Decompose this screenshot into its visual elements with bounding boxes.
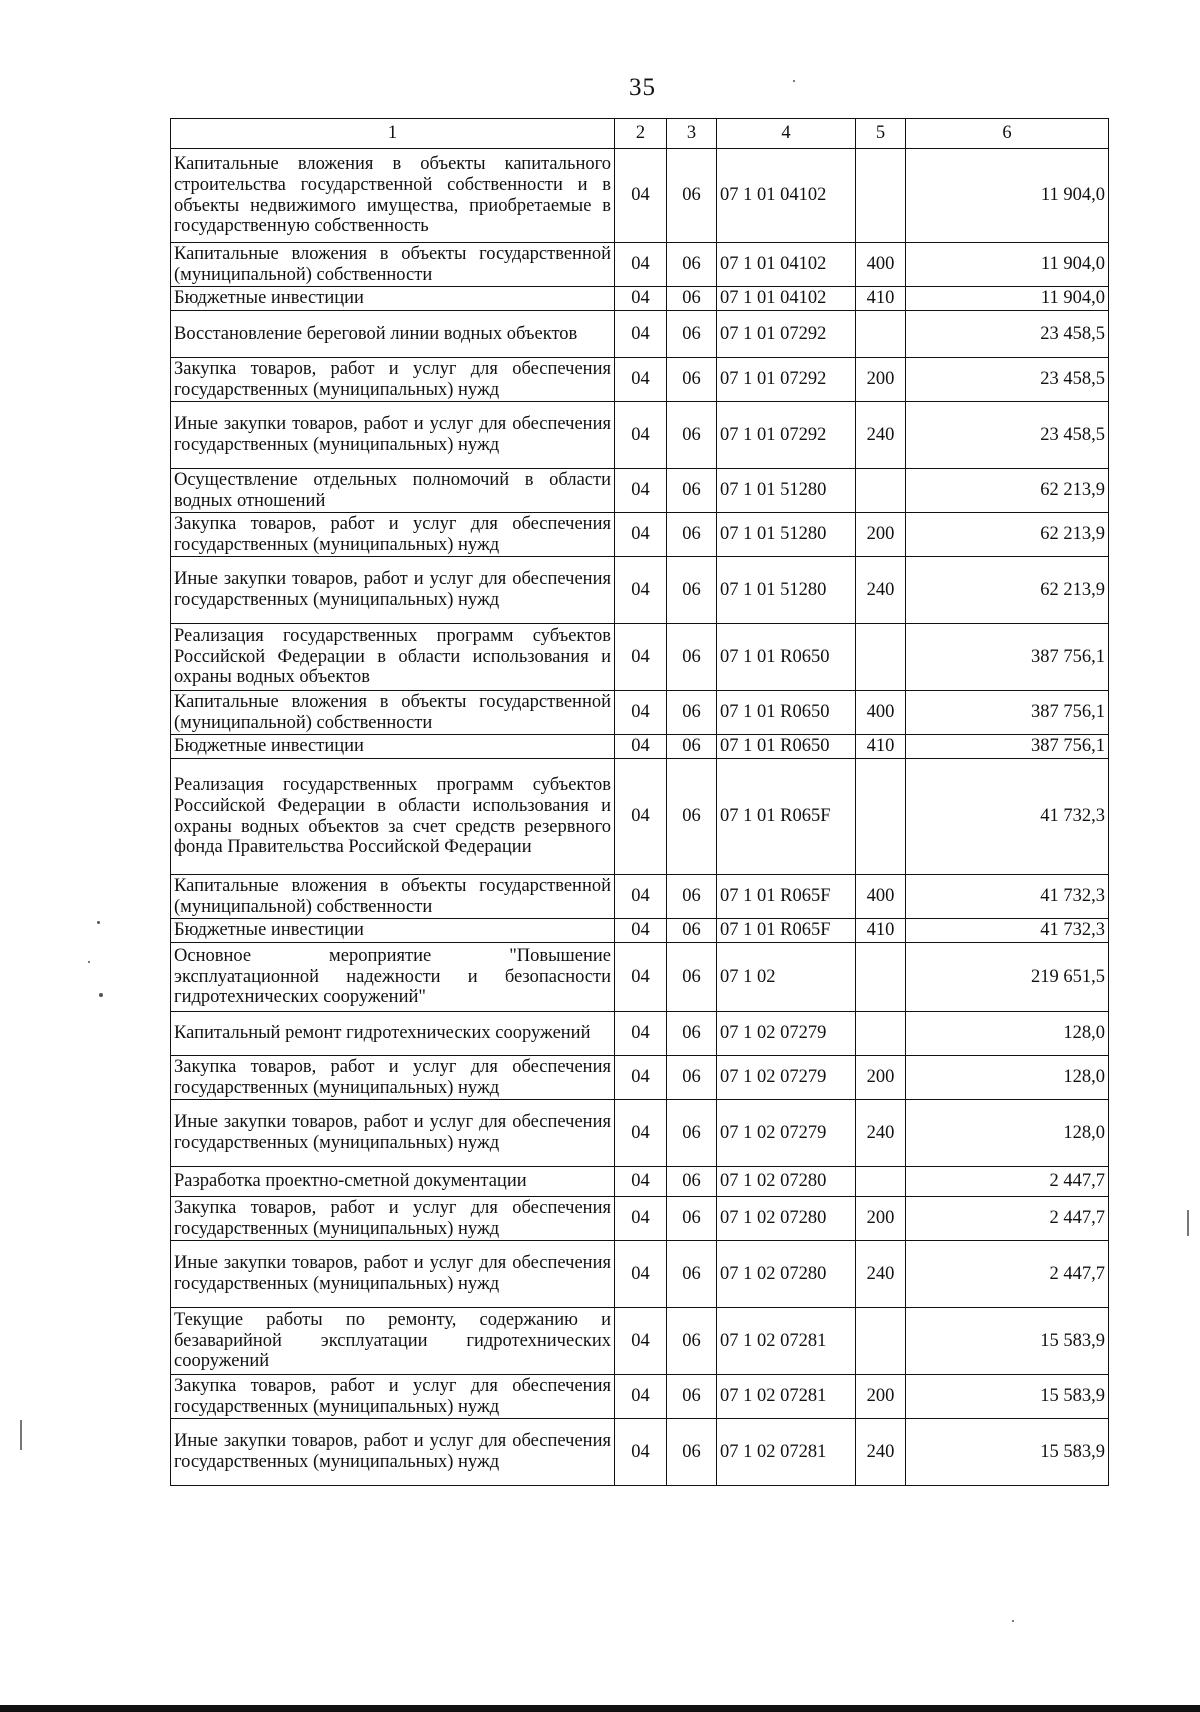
row-name-cell: Текущие работы по ремонту, содержанию и безаварийной эксплуатации гидротехнических сооружений — [171, 1308, 615, 1375]
table-row — [171, 1056, 1109, 1100]
row-code-cell: 07 1 01 R0650 — [717, 691, 856, 735]
row-section-cell: 04 — [615, 1308, 667, 1375]
row-type-cell: 240 — [856, 1100, 906, 1167]
row-name-cell: Закупка товаров, работ и услуг для обеспечения государственных (муниципальных) нужд — [171, 1375, 615, 1419]
row-section-cell: 04 — [615, 358, 667, 402]
row-subsection-cell: 06 — [667, 759, 717, 875]
row-section-cell: 04 — [615, 149, 667, 243]
table-row — [171, 287, 1109, 311]
row-subsection-cell: 06 — [667, 243, 717, 287]
row-code-cell: 07 1 02 07281 — [717, 1419, 856, 1486]
row-subsection-cell: 06 — [667, 1197, 717, 1241]
row-code-cell: 07 1 01 51280 — [717, 557, 856, 624]
table-row — [171, 358, 1109, 402]
row-name-cell: Иные закупки товаров, работ и услуг для обеспечения государственных (муниципальных) нужд — [171, 1100, 615, 1167]
row-subsection-cell: 06 — [667, 1241, 717, 1308]
row-type-cell — [856, 311, 906, 358]
table-row — [171, 1241, 1109, 1308]
row-type-cell: 410 — [856, 735, 906, 759]
row-name-cell: Разработка проектно-сметной документации — [171, 1167, 615, 1197]
row-amount-cell: 41 732,3 — [906, 759, 1109, 875]
row-section-cell: 04 — [615, 1241, 667, 1308]
row-subsection-cell: 06 — [667, 1308, 717, 1375]
row-type-cell — [856, 943, 906, 1012]
row-section-cell: 04 — [615, 1167, 667, 1197]
row-code-cell: 07 1 01 51280 — [717, 469, 856, 513]
table-row — [171, 1167, 1109, 1197]
row-type-cell: 200 — [856, 1056, 906, 1100]
row-code-cell: 07 1 02 07281 — [717, 1308, 856, 1375]
row-section-cell: 04 — [615, 513, 667, 557]
row-amount-cell: 2 447,7 — [906, 1241, 1109, 1308]
row-amount-cell: 387 756,1 — [906, 735, 1109, 759]
row-code-cell: 07 1 02 07280 — [717, 1197, 856, 1241]
row-amount-cell: 11 904,0 — [906, 287, 1109, 311]
table-row — [171, 1419, 1109, 1486]
page-number: 35 — [629, 74, 656, 101]
row-code-cell: 07 1 01 51280 — [717, 513, 856, 557]
row-section-cell: 04 — [615, 735, 667, 759]
row-code-cell: 07 1 02 07280 — [717, 1241, 856, 1308]
table-row — [171, 691, 1109, 735]
table-row — [171, 943, 1109, 1012]
row-name-cell: Капитальные вложения в объекты государственной (муниципальной) собственности — [171, 875, 615, 919]
row-section-cell: 04 — [615, 1197, 667, 1241]
row-amount-cell: 15 583,9 — [906, 1375, 1109, 1419]
row-type-cell: 240 — [856, 1419, 906, 1486]
row-code-cell: 07 1 02 07280 — [717, 1167, 856, 1197]
row-amount-cell: 11 904,0 — [906, 243, 1109, 287]
row-name-cell: Осуществление отдельных полномочий в области водных отношений — [171, 469, 615, 513]
row-name-cell: Иные закупки товаров, работ и услуг для обеспечения государственных (муниципальных) нужд — [171, 1241, 615, 1308]
budget-table — [170, 118, 1109, 1486]
row-amount-cell: 128,0 — [906, 1012, 1109, 1056]
row-section-cell: 04 — [615, 557, 667, 624]
row-subsection-cell: 06 — [667, 624, 717, 691]
table-row — [171, 149, 1109, 243]
row-amount-cell: 11 904,0 — [906, 149, 1109, 243]
row-code-cell: 07 1 02 07279 — [717, 1012, 856, 1056]
row-name-cell: Бюджетные инвестиции — [171, 919, 615, 943]
row-type-cell: 400 — [856, 875, 906, 919]
row-name-cell: Капитальные вложения в объекты капитального строительства государственной собственности и в объекты недвижимого имущества, приобретаемые в государственную собственность — [171, 149, 615, 243]
row-amount-cell: 2 447,7 — [906, 1167, 1109, 1197]
column-header-type: 5 — [856, 119, 906, 149]
table-row — [171, 1375, 1109, 1419]
row-section-cell: 04 — [615, 469, 667, 513]
row-subsection-cell: 06 — [667, 287, 717, 311]
row-name-cell: Закупка товаров, работ и услуг для обеспечения государственных (муниципальных) нужд — [171, 1056, 615, 1100]
row-amount-cell: 15 583,9 — [906, 1419, 1109, 1486]
table-row — [171, 1308, 1109, 1375]
table-row — [171, 624, 1109, 691]
row-type-cell — [856, 1167, 906, 1197]
table-header-row — [171, 119, 1109, 149]
row-section-cell: 04 — [615, 919, 667, 943]
row-amount-cell: 219 651,5 — [906, 943, 1109, 1012]
table-row — [171, 875, 1109, 919]
row-type-cell: 410 — [856, 287, 906, 311]
row-amount-cell: 41 732,3 — [906, 875, 1109, 919]
row-subsection-cell: 06 — [667, 1375, 717, 1419]
row-name-cell: Иные закупки товаров, работ и услуг для обеспечения государственных (муниципальных) нужд — [171, 1419, 615, 1486]
column-header-name: 1 — [171, 119, 615, 149]
scan-speck — [97, 921, 100, 924]
row-subsection-cell: 06 — [667, 875, 717, 919]
row-name-cell: Капитальные вложения в объекты государственной (муниципальной) собственности — [171, 243, 615, 287]
row-type-cell: 410 — [856, 919, 906, 943]
row-subsection-cell: 06 — [667, 469, 717, 513]
row-code-cell: 07 1 01 04102 — [717, 287, 856, 311]
row-name-cell: Реализация государственных программ субъектов Российской Федерации в области использования и охраны водных объектов — [171, 624, 615, 691]
row-section-cell: 04 — [615, 1056, 667, 1100]
table-row — [171, 243, 1109, 287]
table-row — [171, 402, 1109, 469]
row-code-cell: 07 1 01 07292 — [717, 311, 856, 358]
row-amount-cell: 23 458,5 — [906, 358, 1109, 402]
row-type-cell: 240 — [856, 402, 906, 469]
table-row — [171, 311, 1109, 358]
row-amount-cell: 128,0 — [906, 1100, 1109, 1167]
table-row — [171, 1197, 1109, 1241]
scan-edge-bar — [0, 1705, 1200, 1712]
row-name-cell: Бюджетные инвестиции — [171, 735, 615, 759]
row-name-cell: Восстановление береговой линии водных объектов — [171, 311, 615, 358]
table-row — [171, 735, 1109, 759]
row-code-cell: 07 1 01 R065F — [717, 875, 856, 919]
row-subsection-cell: 06 — [667, 1167, 717, 1197]
row-code-cell: 07 1 01 04102 — [717, 243, 856, 287]
row-section-cell: 04 — [615, 1012, 667, 1056]
row-section-cell: 04 — [615, 759, 667, 875]
row-name-cell: Капитальный ремонт гидротехнических сооружений — [171, 1012, 615, 1056]
row-code-cell: 07 1 01 R0650 — [717, 735, 856, 759]
row-section-cell: 04 — [615, 691, 667, 735]
row-section-cell: 04 — [615, 287, 667, 311]
column-header-section: 2 — [615, 119, 667, 149]
row-amount-cell: 23 458,5 — [906, 402, 1109, 469]
column-header-subsection: 3 — [667, 119, 717, 149]
scan-speck — [793, 80, 795, 82]
row-amount-cell: 62 213,9 — [906, 469, 1109, 513]
scan-speck — [88, 961, 90, 963]
row-name-cell: Основное мероприятие "Повышение эксплуатационной надежности и безопасности гидротехнических сооружений" — [171, 943, 615, 1012]
row-amount-cell: 387 756,1 — [906, 624, 1109, 691]
column-header-amount: 6 — [906, 119, 1109, 149]
row-subsection-cell: 06 — [667, 919, 717, 943]
row-subsection-cell: 06 — [667, 402, 717, 469]
row-type-cell — [856, 624, 906, 691]
row-amount-cell: 62 213,9 — [906, 513, 1109, 557]
row-amount-cell: 15 583,9 — [906, 1308, 1109, 1375]
row-type-cell — [856, 469, 906, 513]
row-subsection-cell: 06 — [667, 1012, 717, 1056]
row-amount-cell: 62 213,9 — [906, 557, 1109, 624]
row-subsection-cell: 06 — [667, 1056, 717, 1100]
row-name-cell: Иные закупки товаров, работ и услуг для обеспечения государственных (муниципальных) нужд — [171, 402, 615, 469]
row-section-cell: 04 — [615, 311, 667, 358]
row-code-cell: 07 1 01 07292 — [717, 358, 856, 402]
row-subsection-cell: 06 — [667, 1419, 717, 1486]
row-amount-cell: 23 458,5 — [906, 311, 1109, 358]
scan-speck — [99, 993, 103, 997]
column-header-code: 4 — [717, 119, 856, 149]
table-row — [171, 759, 1109, 875]
row-section-cell: 04 — [615, 875, 667, 919]
row-type-cell: 240 — [856, 1241, 906, 1308]
row-name-cell: Закупка товаров, работ и услуг для обеспечения государственных (муниципальных) нужд — [171, 513, 615, 557]
table-body — [171, 149, 1109, 1486]
row-subsection-cell: 06 — [667, 943, 717, 1012]
row-code-cell: 07 1 01 R0650 — [717, 624, 856, 691]
row-section-cell: 04 — [615, 1419, 667, 1486]
row-subsection-cell: 06 — [667, 1100, 717, 1167]
row-name-cell: Закупка товаров, работ и услуг для обеспечения государственных (муниципальных) нужд — [171, 1197, 615, 1241]
scan-streak — [20, 1420, 22, 1450]
table-row — [171, 1100, 1109, 1167]
row-code-cell: 07 1 01 R065F — [717, 919, 856, 943]
row-type-cell: 200 — [856, 1375, 906, 1419]
row-code-cell: 07 1 01 07292 — [717, 402, 856, 469]
row-type-cell — [856, 1012, 906, 1056]
row-section-cell: 04 — [615, 1100, 667, 1167]
row-code-cell: 07 1 02 07279 — [717, 1056, 856, 1100]
row-type-cell — [856, 149, 906, 243]
row-code-cell: 07 1 02 07279 — [717, 1100, 856, 1167]
row-subsection-cell: 06 — [667, 691, 717, 735]
row-section-cell: 04 — [615, 402, 667, 469]
table-row — [171, 1012, 1109, 1056]
scan-streak — [1187, 1210, 1189, 1236]
row-section-cell: 04 — [615, 943, 667, 1012]
row-section-cell: 04 — [615, 624, 667, 691]
row-type-cell: 200 — [856, 513, 906, 557]
row-subsection-cell: 06 — [667, 358, 717, 402]
row-subsection-cell: 06 — [667, 513, 717, 557]
row-subsection-cell: 06 — [667, 557, 717, 624]
row-type-cell: 200 — [856, 1197, 906, 1241]
row-subsection-cell: 06 — [667, 311, 717, 358]
row-amount-cell: 128,0 — [906, 1056, 1109, 1100]
row-code-cell: 07 1 02 — [717, 943, 856, 1012]
row-subsection-cell: 06 — [667, 149, 717, 243]
row-amount-cell: 387 756,1 — [906, 691, 1109, 735]
row-code-cell: 07 1 01 04102 — [717, 149, 856, 243]
row-name-cell: Иные закупки товаров, работ и услуг для обеспечения государственных (муниципальных) нужд — [171, 557, 615, 624]
row-amount-cell: 2 447,7 — [906, 1197, 1109, 1241]
table-row — [171, 469, 1109, 513]
row-section-cell: 04 — [615, 243, 667, 287]
table-row — [171, 513, 1109, 557]
row-amount-cell: 41 732,3 — [906, 919, 1109, 943]
scan-speck — [1012, 1620, 1014, 1622]
row-name-cell: Бюджетные инвестиции — [171, 287, 615, 311]
row-type-cell: 200 — [856, 358, 906, 402]
row-section-cell: 04 — [615, 1375, 667, 1419]
row-type-cell: 400 — [856, 243, 906, 287]
row-type-cell: 400 — [856, 691, 906, 735]
row-type-cell — [856, 759, 906, 875]
row-type-cell — [856, 1308, 906, 1375]
row-code-cell: 07 1 01 R065F — [717, 759, 856, 875]
table-row — [171, 557, 1109, 624]
row-name-cell: Капитальные вложения в объекты государственной (муниципальной) собственности — [171, 691, 615, 735]
row-type-cell: 240 — [856, 557, 906, 624]
row-name-cell: Реализация государственных программ субъектов Российской Федерации в области использования и охраны водных объектов за счет средств резервного фонда Правительства Российской Федерации — [171, 759, 615, 875]
table-row — [171, 919, 1109, 943]
row-subsection-cell: 06 — [667, 735, 717, 759]
row-code-cell: 07 1 02 07281 — [717, 1375, 856, 1419]
row-name-cell: Закупка товаров, работ и услуг для обеспечения государственных (муниципальных) нужд — [171, 358, 615, 402]
